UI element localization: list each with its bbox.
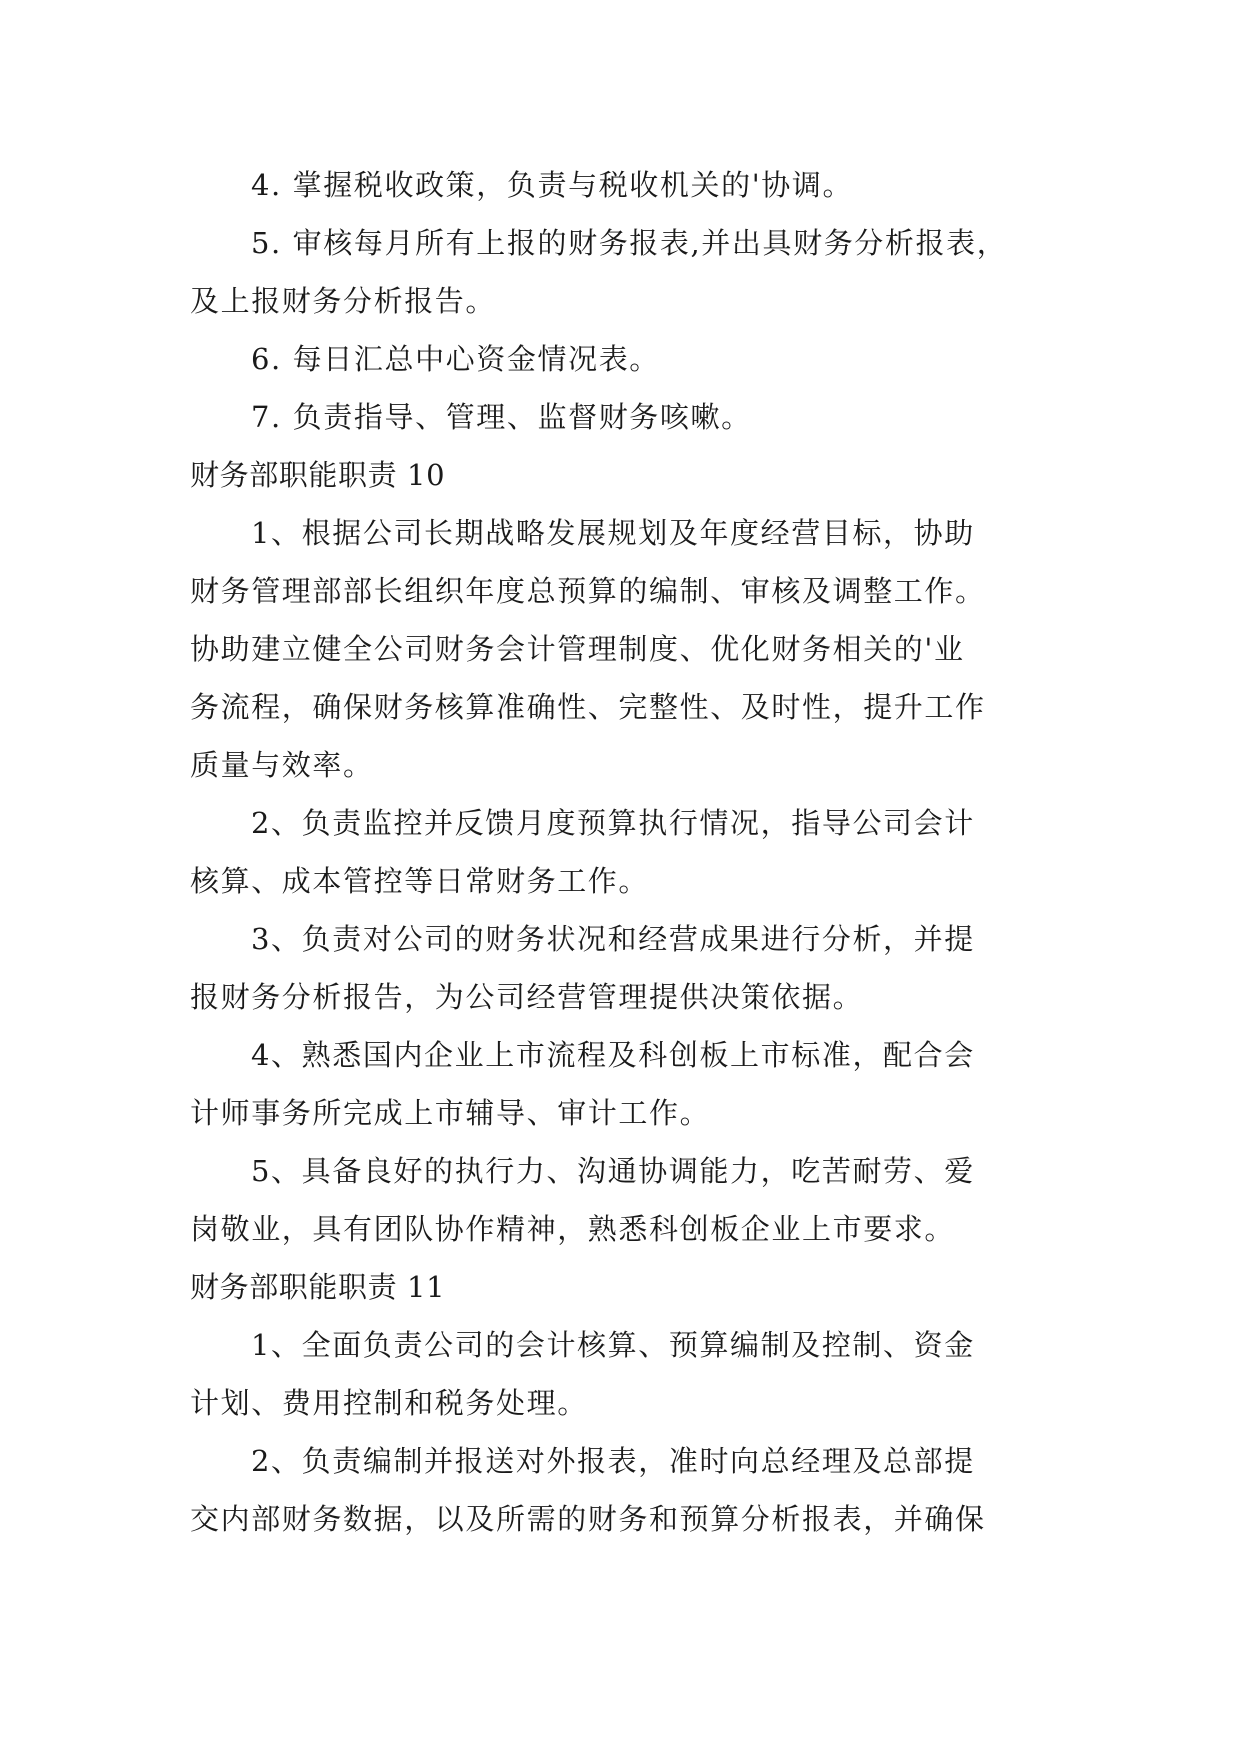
paragraph-line: 4. 掌握税收政策，负责与税收机关的'协调。 [251,168,854,202]
paragraph-line: 交内部财务数据，以及所需的财务和预算分析报表，并确保 [190,1502,986,1536]
paragraph-line: 6. 每日汇总中心资金情况表。 [251,342,660,376]
section-heading: 财务部职能职责 11 [190,1270,446,1304]
paragraph-line: 核算、成本管控等日常财务工作。 [190,864,650,898]
paragraph-line: 岗敬业，具有团队协作精神，熟悉科创板企业上市要求。 [190,1212,956,1246]
paragraph-line: 计划、费用控制和税务处理。 [190,1386,588,1420]
paragraph-line: 5、具备良好的执行力、沟通协调能力，吃苦耐劳、爱 [251,1154,975,1188]
paragraph-line: 协助建立健全公司财务会计管理制度、优化财务相关的'业 [190,632,965,666]
paragraph-line: 财务管理部部长组织年度总预算的编制、审核及调整工作。 [190,574,986,608]
paragraph-line: 务流程，确保财务核算准确性、完整性、及时性，提升工作 [190,690,986,724]
paragraph-line: 5. 审核每月所有上报的财务报表,并出具财务分析报表， [251,226,1008,260]
section-heading: 财务部职能职责 10 [190,458,446,492]
paragraph-line: 计师事务所完成上市辅导、审计工作。 [190,1096,711,1130]
paragraph-line: 及上报财务分析报告。 [190,284,497,318]
paragraph-line: 2、负责编制并报送对外报表，准时向总经理及总部提 [251,1444,975,1478]
paragraph-line: 4、熟悉国内企业上市流程及科创板上市标准，配合会 [251,1038,975,1072]
paragraph-line: 质量与效率。 [190,748,374,782]
paragraph-line: 7. 负责指导、管理、监督财务咳嗽。 [251,400,752,434]
paragraph-line: 2、负责监控并反馈月度预算执行情况，指导公司会计 [251,806,975,840]
paragraph-line: 1、根据公司长期战略发展规划及年度经营目标，协助 [251,516,975,550]
paragraph-line: 3、负责对公司的财务状况和经营成果进行分析，并提 [251,922,975,956]
paragraph-line: 报财务分析报告，为公司经营管理提供决策依据。 [190,980,864,1014]
paragraph-line: 1、全面负责公司的会计核算、预算编制及控制、资金 [251,1328,975,1362]
